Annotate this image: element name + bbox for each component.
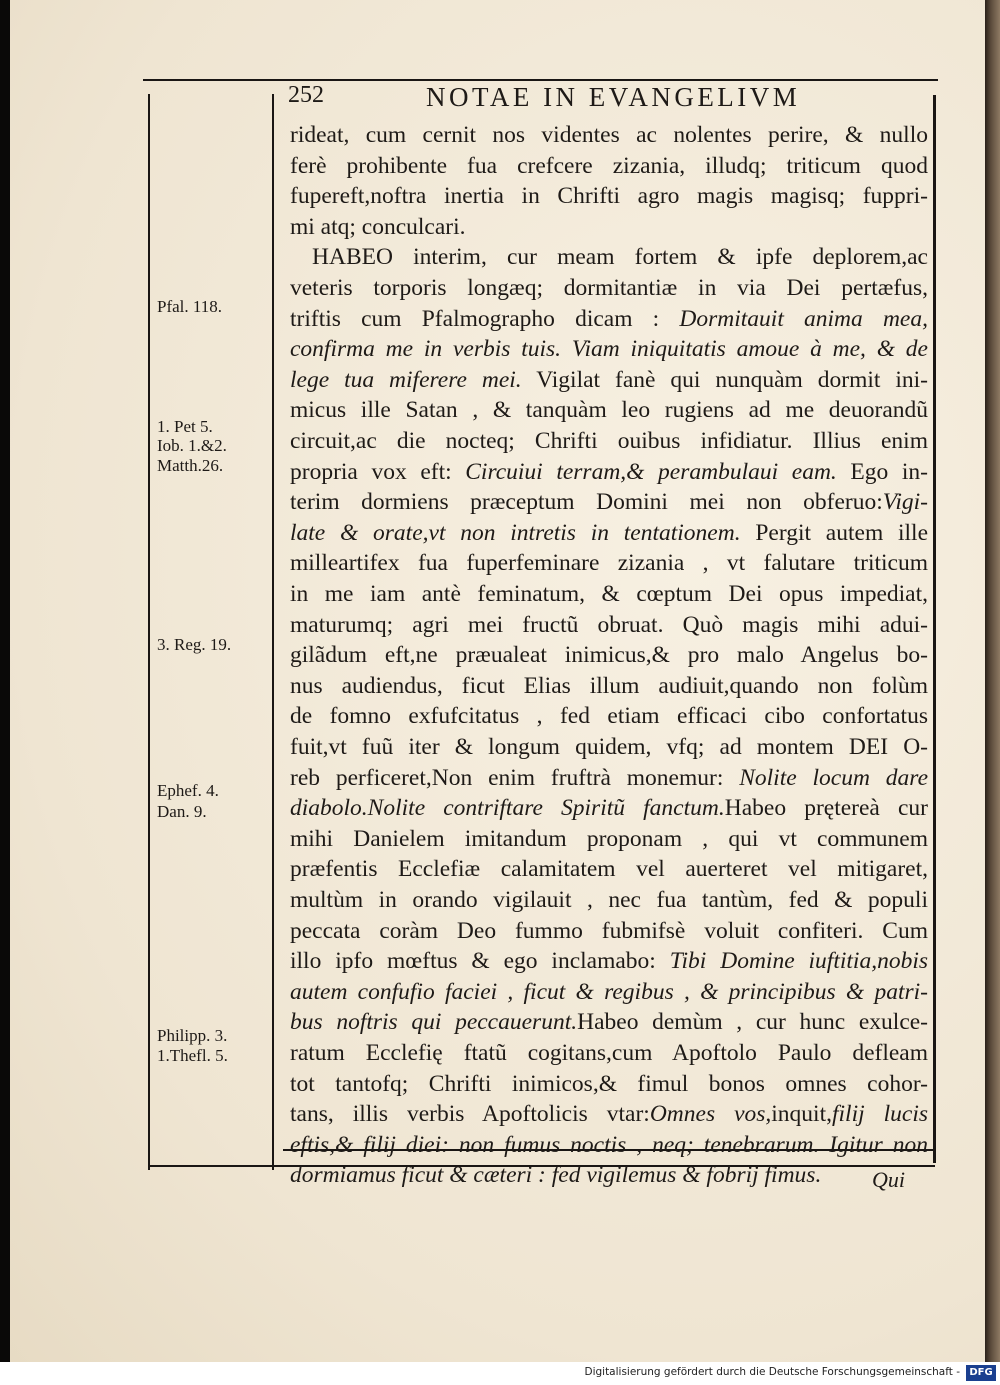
italic-quotation: Vigi- [882, 489, 928, 516]
text-line [290, 304, 928, 334]
footer-bar [0, 1362, 1000, 1385]
text-line [290, 548, 928, 578]
text-segment: circuit,ac die nocteq; Chrifti ouibus infidiatur. Illius enim [290, 428, 928, 454]
text-segment: gilãdum eft,ne præualeat inimicus,& pro malo Angelus bo- [290, 642, 928, 669]
margin-rule-right [272, 94, 274, 1170]
top-rule [143, 79, 938, 81]
text-segment: reb perficeret,Non enim fruftrà monemur: [290, 764, 740, 791]
text-line [290, 120, 928, 150]
margin-note: 1.Thefl. 5. [157, 1046, 228, 1065]
italic-quotation: bus noftris qui peccauerunt. [290, 1009, 578, 1036]
text-rule-right [933, 95, 936, 1163]
text-segment: milleartifex fua fuperfeminare zizania , vt falutare triticum [290, 550, 928, 577]
text-line [290, 1160, 928, 1190]
text-segment: mihi Danielem imitandum proponam , qui vt communem [290, 825, 928, 852]
text-segment: Ego in- [836, 458, 928, 485]
text-segment: triftis cum Pfalmographo dicam : [290, 305, 680, 332]
italic-quotation: confirma me in verbis tuis. Viam iniquitatis amoue à me, & de [290, 336, 928, 363]
text-segment: veteris torporis longæq; dormitantiæ in via Dei pertæfus, [290, 275, 928, 301]
text-segment: HABEO interim, cur meam fortem & ipfe deplorem,ac [312, 244, 928, 271]
italic-quotation: Omnes vos, [649, 1101, 772, 1128]
text-segment: tot tantofq; Chrifti inimicos,& fimul bonos omnes cohor- [290, 1070, 928, 1097]
catchword: Qui [872, 1167, 905, 1192]
text-segment: ratum Ecclefię ftatũ cogitans,cum Apoftolo Paulo defleam [290, 1040, 928, 1066]
text-line [290, 365, 928, 395]
text-line [290, 242, 928, 272]
text-segment: de fomno exfufcitatus , fed etiam efficaci cibo confortatus [290, 703, 928, 730]
text-line [290, 518, 928, 548]
margin-note: 1. Pet 5. [157, 417, 213, 436]
text-line [290, 640, 928, 670]
text-line [290, 885, 928, 915]
text-line [290, 457, 928, 487]
italic-quotation: lege tua miferere mei. [290, 366, 522, 393]
running-head-title: NOTAE IN EVANGELIVM [426, 82, 801, 112]
margin-rule-left [148, 94, 150, 1170]
text-line [290, 273, 928, 303]
text-line [290, 1099, 928, 1129]
text-segment: terim dormiens præceptum Domini mei non obferuo: [290, 489, 883, 516]
text-line [290, 212, 928, 242]
page-number: 252 [288, 82, 324, 108]
italic-quotation: filij lucis [832, 1101, 929, 1128]
dfg-logo: DFG [966, 1365, 996, 1381]
text-line [290, 763, 928, 793]
text-segment: inquit, [771, 1101, 832, 1128]
text-segment: fuit,vt fuũ iter & longum quidem, vfq; ad montem DEI O- [290, 734, 928, 760]
margin-note: Philipp. 3. [157, 1026, 228, 1045]
text-line [290, 671, 928, 701]
text-segment: ferè prohibente fua crefcere zizania, illudq; triticum quod [290, 152, 928, 179]
margin-note: Ephef. 4. [157, 781, 219, 800]
text-line [290, 732, 928, 762]
italic-quotation: eftis,& filij diei: non fumus noctis , neq; tenebrarum. Igitur non [290, 1131, 928, 1158]
italic-quotation: Nolite locum dare [739, 764, 929, 791]
text-line [290, 824, 928, 854]
text-segment: Vigilat fanè qui nunquàm dormit ini- [521, 366, 929, 393]
margin-note: 3. Reg. 19. [157, 635, 232, 654]
text-line [290, 1007, 928, 1037]
margin-note: Iob. 1.&2. [157, 436, 227, 455]
running-head [288, 82, 928, 114]
text-segment: illo ipfo mœftus & ego inclamabo: [290, 948, 670, 975]
italic-quotation: Circuiui terram,& perambulaui eam. [465, 458, 837, 485]
margin-note: Matth.26. [157, 456, 224, 475]
text-line [290, 1069, 928, 1099]
text-line [290, 793, 928, 823]
text-segment: Habeo prętereà cur [724, 795, 928, 822]
text-line [290, 487, 928, 517]
text-segment: tans, illis verbis Apoftolicis vtar: [290, 1101, 650, 1128]
text-segment: rideat, cum cernit nos videntes ac nolentes perire, & nullo [290, 122, 928, 148]
italic-quotation: Tibi Domine iuftitia,nobis [669, 948, 928, 975]
text-line [290, 426, 928, 456]
italic-quotation: dormiamus ficut & cæteri : fed vigilemus & fobrij fimus. [290, 1162, 822, 1189]
margin-note: Pfal. 118. [157, 297, 223, 316]
italic-quotation: Dormitauit anima mea, [679, 305, 928, 332]
text-segment: in me iam antè feminatum, & cœptum Dei opus impediat, [290, 581, 928, 607]
text-line [290, 701, 928, 731]
text-line [290, 946, 928, 976]
text-segment: Habeo demùm , cur hunc exulce- [577, 1009, 929, 1036]
funding-notice: Digitalisierung gefördert durch die Deutsche Forschungsgemeinschaft - [584, 1366, 960, 1378]
text-line [290, 181, 928, 211]
text-line [290, 334, 928, 364]
text-line [290, 151, 928, 181]
text-segment: fupereft,noftra inertia in Chrifti agro magis magisq; fuppri- [290, 183, 928, 210]
text-segment: micus ille Satan , & tanquàm leo rugiens ad me deuorandũ [290, 397, 928, 424]
italic-quotation: diabolo.Nolite contriftare Spiritũ fanctum. [290, 795, 725, 822]
text-segment: mi atq; conculcari. [290, 213, 466, 240]
text-segment: Pergit autem ille [740, 519, 928, 546]
text-line [290, 916, 928, 946]
text-segment: peccata coràm Deo fummo fubmifsè voluit confiteri. Cum [290, 917, 928, 944]
text-line [290, 395, 928, 425]
text-line [290, 579, 928, 609]
italic-quotation: late & orate,vt non intretis in tentationem. [290, 519, 741, 546]
margin-note: Dan. 9. [157, 802, 207, 821]
text-line [290, 1130, 928, 1160]
text-segment: multùm in orando vigilauit , nec fua tantùm, fed & populi [290, 887, 928, 913]
text-segment: nus audiendus, ficut Elias illum audiuit,quando non folùm [290, 672, 928, 699]
text-segment: maturumq; agri mei fructũ obruat. Quò magis mihi adui- [290, 611, 928, 638]
text-segment: præfentis Ecclefiæ calamitatem vel auerteret vel mitigaret, [290, 856, 928, 883]
text-line [290, 610, 928, 640]
text-segment: propria vox eft: [290, 458, 466, 485]
text-line [290, 977, 928, 1007]
text-line [290, 854, 928, 884]
text-line [290, 1038, 928, 1068]
italic-quotation: autem confufio faciei , ficut & regibus , & principibus & patri- [290, 978, 928, 1005]
page-edge-shadow [985, 0, 1000, 1362]
